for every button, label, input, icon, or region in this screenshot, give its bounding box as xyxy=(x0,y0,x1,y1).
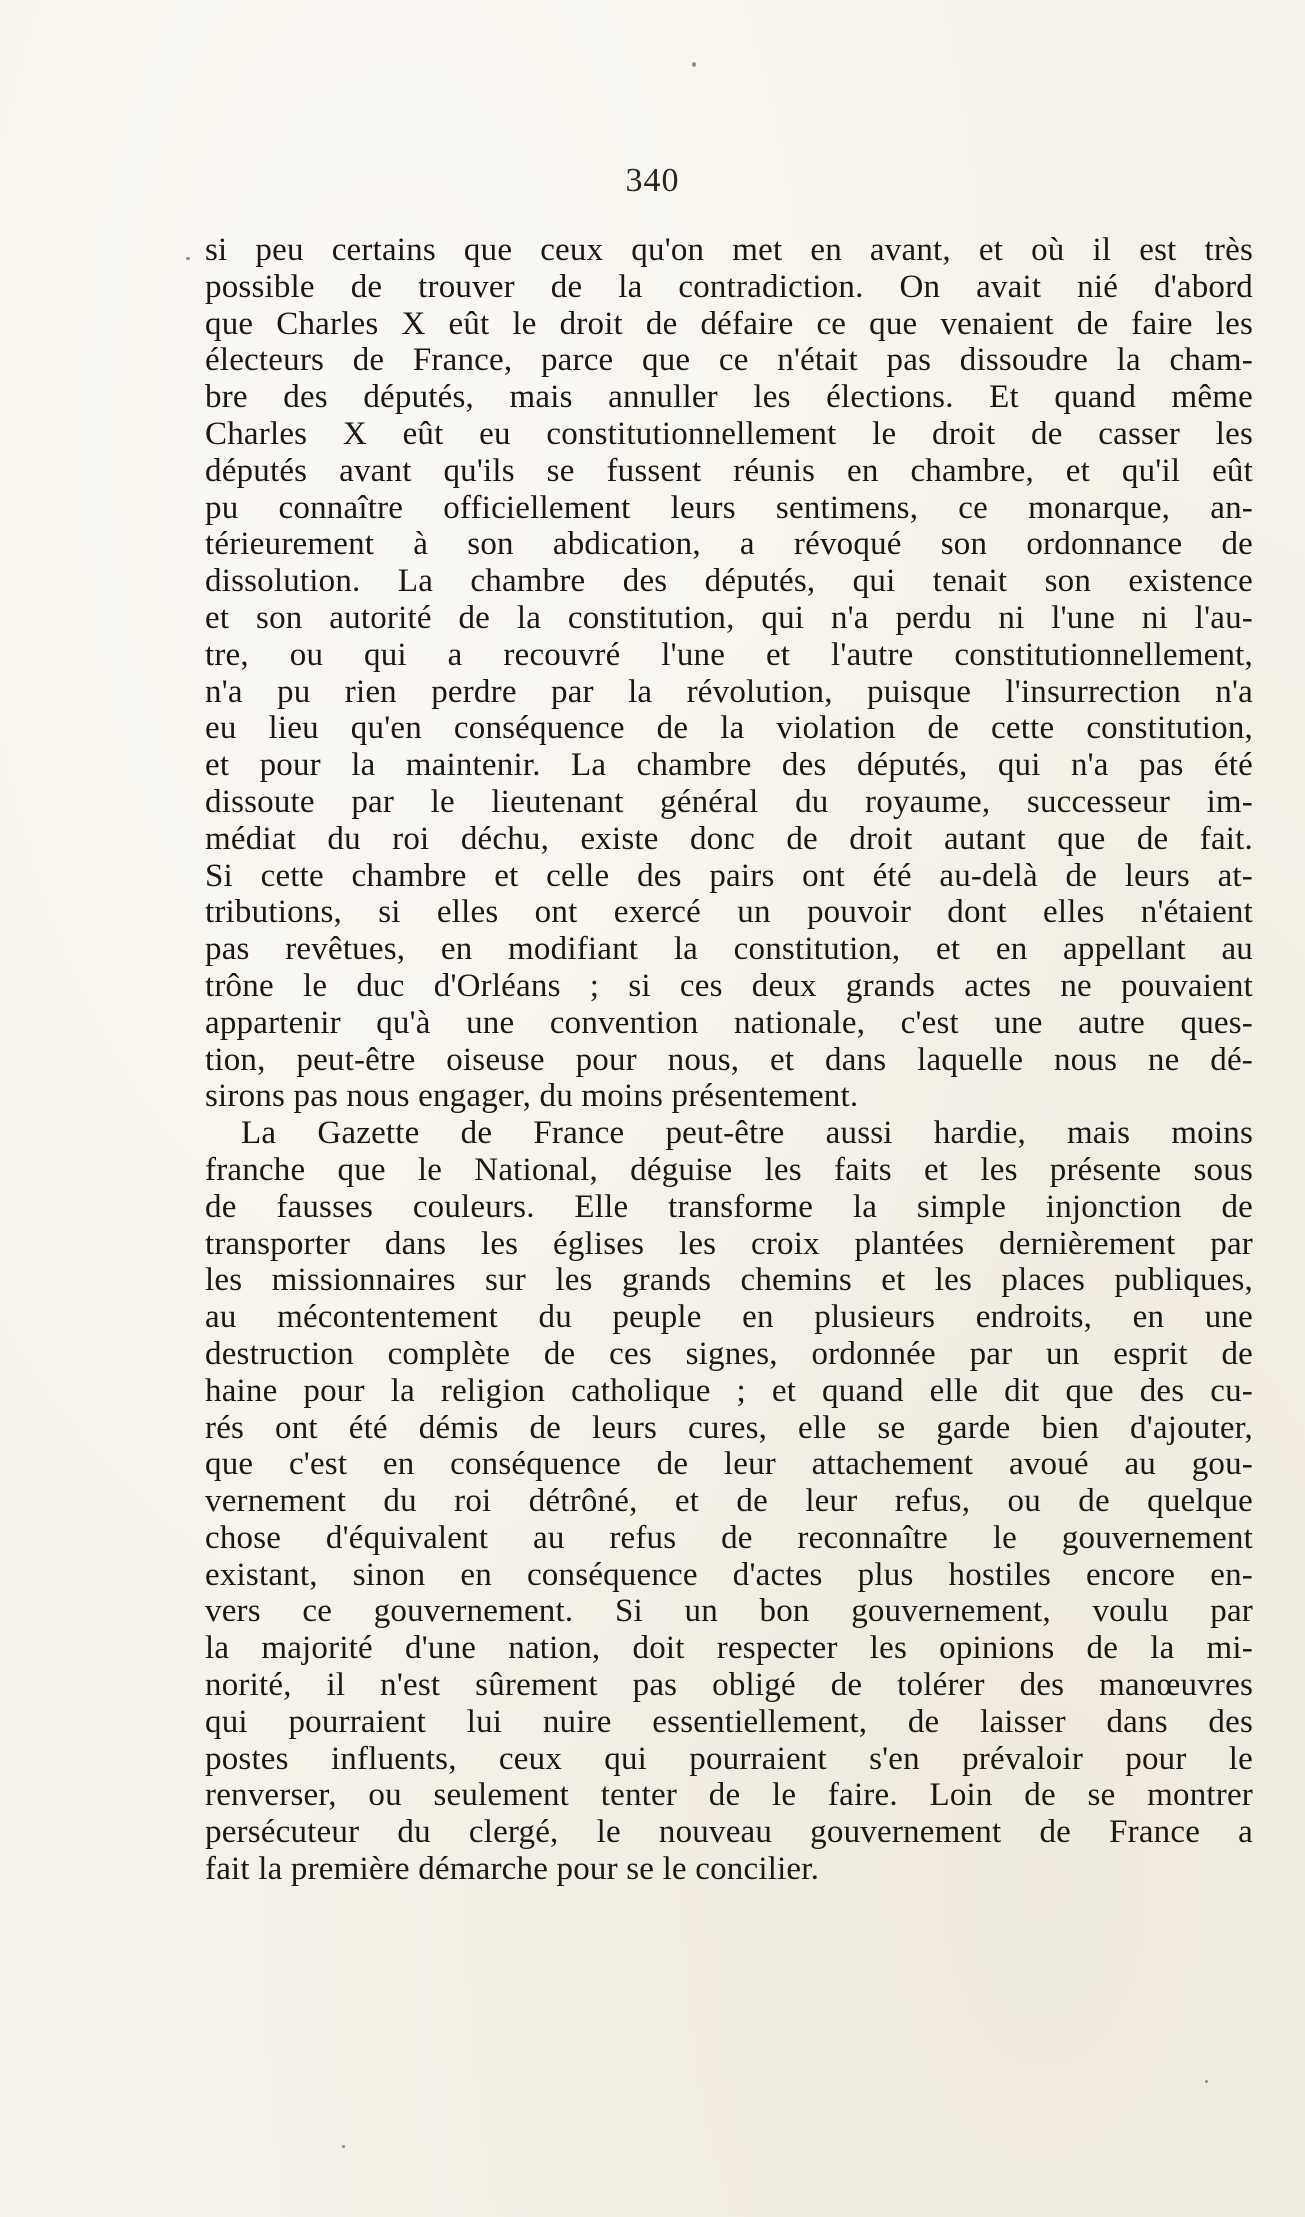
text-line: que Charles X eût le droit de défaire ce que venaient de faire les xyxy=(205,305,1253,342)
body-text xyxy=(205,232,1253,1888)
text-line: haine pour la religion catholique ; et quand elle dit que des cu- xyxy=(205,1372,1253,1409)
text-line: postes influents, ceux qui pourraient s'en prévaloir pour le xyxy=(205,1740,1253,1777)
text-line: Charles X eût eu constitutionnellement le droit de casser les xyxy=(205,415,1253,452)
text-line: bre des députés, mais annuller les élections. Et quand même xyxy=(205,379,1253,416)
text-line: chose d'équivalent au refus de reconnaître le gouvernement xyxy=(205,1519,1253,1556)
text-line: et son autorité de la constitution, qui n'a perdu ni l'une ni l'au- xyxy=(205,599,1253,636)
text-line: transporter dans les églises les croix plantées dernièrement par xyxy=(205,1225,1253,1262)
scan-speck xyxy=(1205,2080,1208,2083)
text-line: pas revêtues, en modifiant la constitution, et en appellant au xyxy=(205,931,1253,968)
text-line: tion, peut-être oiseuse pour nous, et dans laquelle nous ne dé- xyxy=(205,1041,1253,1078)
paragraph-end-line: sirons pas nous engager, du moins présentement. xyxy=(205,1078,859,1115)
text-line: tributions, si elles ont exercé un pouvoir dont elles n'étaient xyxy=(205,894,1253,931)
text-line: Si cette chambre et celle des pairs ont été au-delà de leurs at- xyxy=(205,857,1253,894)
text-line: appartenir qu'à une convention nationale, c'est une autre ques- xyxy=(205,1004,1253,1041)
text-line: vernement du roi détrôné, et de leur refus, ou de quelque xyxy=(205,1483,1253,1520)
text-line: renverser, ou seulement tenter de le faire. Loin de se montrer xyxy=(205,1777,1253,1814)
scan-speck xyxy=(342,2145,345,2148)
text-line: si peu certains que ceux qu'on met en avant, et où il est très xyxy=(205,232,1253,268)
text-line: électeurs de France, parce que ce n'était pas dissoudre la cham- xyxy=(205,342,1253,379)
text-line: les missionnaires sur les grands chemins et les places publiques, xyxy=(205,1262,1253,1299)
text-line: n'a pu rien perdre par la révolution, puisque l'insurrection n'a xyxy=(205,673,1253,710)
text-line: que c'est en conséquence de leur attachement avoué au gou- xyxy=(205,1446,1253,1483)
text-line: dissoute par le lieutenant général du royaume, successeur im- xyxy=(205,783,1253,820)
text-line: pu connaître officiellement leurs sentimens, ce monarque, an- xyxy=(205,489,1253,526)
paragraph-start-line: La Gazette de France peut-être aussi hardie, mais moins xyxy=(241,1115,1253,1152)
text-line: au mécontentement du peuple en plusieurs endroits, en une xyxy=(205,1299,1253,1336)
text-line: trône le duc d'Orléans ; si ces deux grands actes ne pouvaient xyxy=(205,967,1253,1004)
text-line: tre, ou qui a recouvré l'une et l'autre constitutionnellement, xyxy=(205,636,1253,673)
text-line: députés avant qu'ils se fussent réunis en chambre, et qu'il eût xyxy=(205,452,1253,489)
text-line: destruction complète de ces signes, ordonnée par un esprit de xyxy=(205,1335,1253,1372)
text-line: possible de trouver de la contradiction. On avait nié d'abord xyxy=(205,268,1253,305)
scan-speck xyxy=(186,257,190,260)
text-line: eu lieu qu'en conséquence de la violation de cette constitution, xyxy=(205,710,1253,747)
text-line: persécuteur du clergé, le nouveau gouvernement de France a xyxy=(205,1814,1253,1851)
text-line: rés ont été démis de leurs cures, elle se garde bien d'ajouter, xyxy=(205,1409,1253,1446)
page-number: 340 xyxy=(625,162,680,199)
scan-speck xyxy=(692,62,696,67)
text-line: térieurement à son abdication, a révoqué son ordonnance de xyxy=(205,526,1253,563)
text-line: dissolution. La chambre des députés, qui tenait son existence xyxy=(205,563,1253,600)
text-line: existant, sinon en conséquence d'actes plus hostiles encore en- xyxy=(205,1556,1253,1593)
text-line: vers ce gouvernement. Si un bon gouvernement, voulu par xyxy=(205,1593,1253,1630)
text-line: de fausses couleurs. Elle transforme la simple injonction de xyxy=(205,1188,1253,1225)
text-line: norité, il n'est sûrement pas obligé de tolérer des manœuvres xyxy=(205,1667,1253,1704)
text-line: la majorité d'une nation, doit respecter les opinions de la mi- xyxy=(205,1630,1253,1667)
paragraph-end-line: fait la première démarche pour se le concilier. xyxy=(205,1851,820,1888)
text-line: et pour la maintenir. La chambre des députés, qui n'a pas été xyxy=(205,747,1253,784)
text-line: qui pourraient lui nuire essentiellement, de laisser dans des xyxy=(205,1703,1253,1740)
text-line: franche que le National, déguise les faits et les présente sous xyxy=(205,1151,1253,1188)
text-line: médiat du roi déchu, existe donc de droit autant que de fait. xyxy=(205,820,1253,857)
